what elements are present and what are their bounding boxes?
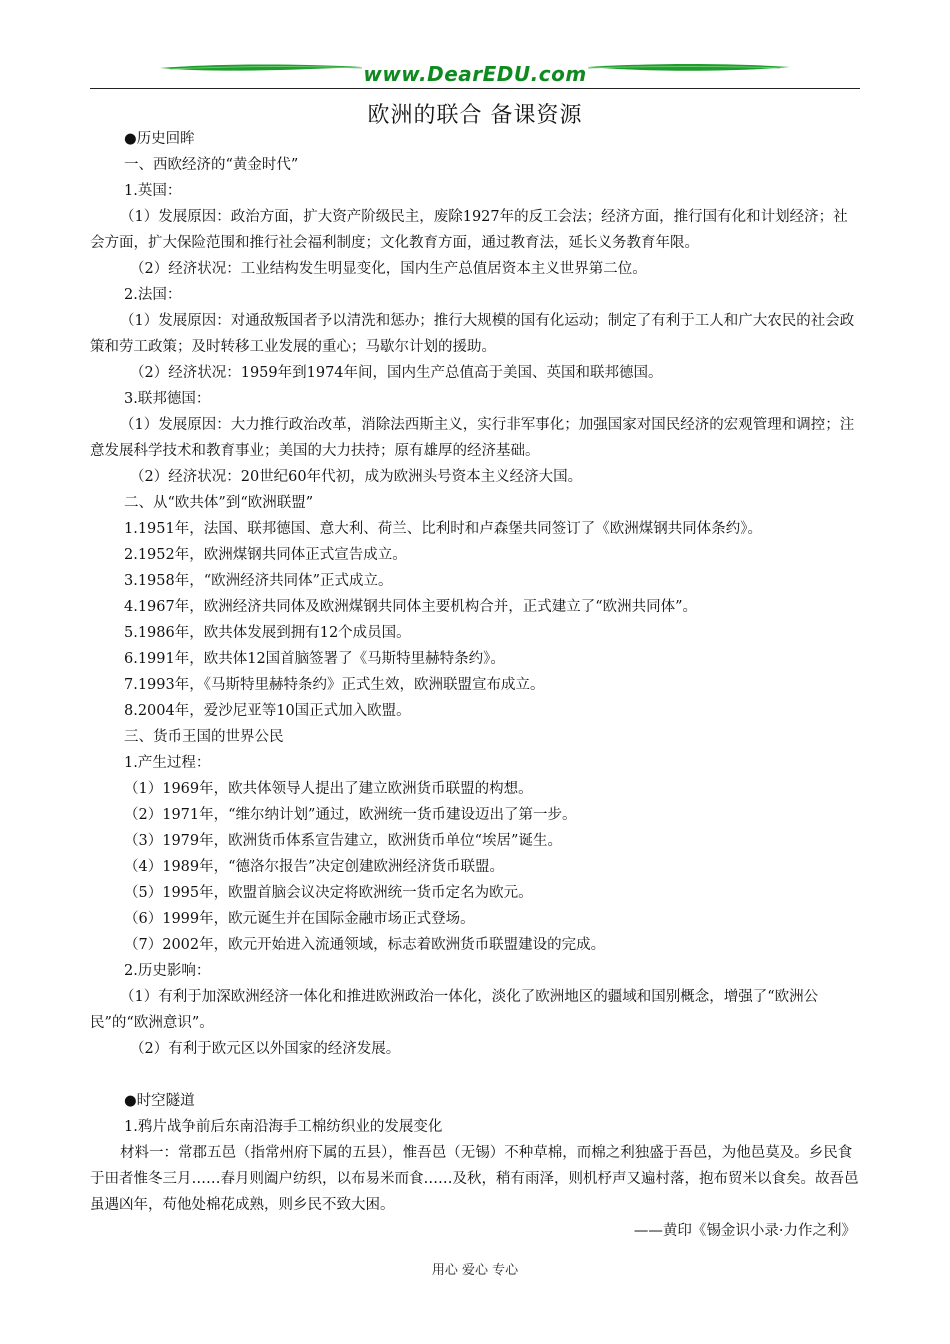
list-item: 4.1967年，欧洲经济共同体及欧洲煤钢共同体主要机构合并，正式建立了“欧洲共同体”。 — [124, 599, 698, 615]
list-item: 8.2004年，爱沙尼亚等10国正式加入欧盟。 — [124, 703, 411, 719]
page-title: 欧洲的联合 备课资源 — [367, 103, 583, 128]
material-source: ——黄印《锡金识小录·力作之利》 — [633, 1223, 856, 1239]
list-item: （5）1995年，欧盟首脑会议决定将欧洲统一货币定名为欧元。 — [124, 885, 533, 901]
section-heading-time-tunnel: ●时空隧道 — [124, 1093, 195, 1109]
france-reasons: （1）发展原因：对通敌叛国者予以清洗和惩办；推行大规模的国有化运动；制定了有利于工人和广大农民的社会政策和劳工政策；及时转移工业发展的重心；马歇尔计划的援助。 — [90, 313, 855, 355]
header-divider — [90, 88, 860, 89]
list-item: （3）1979年，欧洲货币体系宣告建立，欧洲货币单位“埃居”诞生。 — [124, 833, 562, 849]
site-url-logo[interactable]: www.DearEDU.com — [363, 62, 587, 86]
uk-reasons: （1）发展原因：政治方面，扩大资产阶级民主，废除1927年的反工会法；经济方面，推行国有化和计划经济；社会方面，扩大保险范围和推行社会福利制度；文化教育方面，通过教育法，延长义务教育年限。 — [90, 209, 848, 251]
germany-status: （2）经济状况：20世纪60年代初，成为欧洲头号资本主义经济大国。 — [130, 469, 583, 485]
document-body — [90, 126, 862, 1244]
impact-1: （1）有利于加深欧洲经济一体化和推进欧洲政治一体化，淡化了欧洲地区的疆域和国别概念，增强了“欧洲公民”的“欧洲意识”。 — [90, 989, 819, 1031]
list-item: 7.1993年，《马斯特里赫特条约》正式生效，欧洲联盟宣布成立。 — [124, 677, 545, 693]
uk-status: （2）经济状况：工业结构发生明显变化，国内生产总值居资本主义世界第二位。 — [130, 261, 647, 277]
list-item: （1）1969年，欧共体领导人提出了建立欧洲货币联盟的构想。 — [124, 781, 533, 797]
germany-label: 3.联邦德国： — [124, 391, 211, 407]
list-item: （4）1989年，“德洛尔报告”决定创建欧洲经济货币联盟。 — [124, 859, 504, 875]
page-footer: 用心 爱心 专心 — [431, 1263, 519, 1278]
impact-label: 2.历史影响： — [124, 963, 211, 979]
list-item: （6）1999年，欧元诞生并在国际金融市场正式登场。 — [124, 911, 475, 927]
france-status: （2）经济状况：1959年到1974年间，国内生产总值高于美国、英国和联邦德国。 — [130, 365, 663, 381]
list-item: 6.1991年，欧共体12国首脑签署了《马斯特里赫特条约》。 — [124, 651, 505, 667]
impact-2: （2）有利于欧元区以外国家的经济发展。 — [130, 1041, 401, 1057]
subsection-golden-age: 一、西欧经济的“黄金时代” — [124, 157, 299, 173]
list-item: （2）1971年，“维尔纳计划”通过，欧洲统一货币建设迈出了第一步。 — [124, 807, 577, 823]
list-item: 3.1958年，“欧洲经济共同体”正式成立。 — [124, 573, 393, 589]
process-label: 1.产生过程： — [124, 755, 211, 771]
subsection-currency: 三、货币王国的世界公民 — [124, 729, 284, 745]
list-item: （7）2002年，欧元开始进入流通领域，标志着欧洲货币联盟建设的完成。 — [124, 937, 606, 953]
subsection-ec-to-eu: 二、从“欧共体”到“欧洲联盟” — [124, 495, 314, 511]
time-tunnel-item-1: 1.鸦片战争前后东南沿海手工棉纺织业的发展变化 — [124, 1119, 443, 1135]
list-item: 5.1986年，欧共体发展到拥有12个成员国。 — [124, 625, 411, 641]
list-item: 1.1951年，法国、联邦德国、意大利、荷兰、比利时和卢森堡共同签订了《欧洲煤钢共同体条约》。 — [124, 521, 762, 537]
site-header — [90, 58, 860, 92]
spacer — [90, 1062, 862, 1088]
uk-label: 1.英国： — [124, 183, 182, 199]
section-heading-history: ●历史回眸 — [124, 131, 195, 147]
list-item: 2.1952年，欧洲煤钢共同体正式宣告成立。 — [124, 547, 407, 563]
material-one: 材料一：常郡五邑（指常州府下属的五县），惟吾邑（无锡）不种草棉，而棉之利独盛于吾邑，为他邑莫及。乡民食于田者惟冬三月……春月则阖户纺织，以布易米而食……及秋，稍有雨泽，则机杼声又遍村落，抱布贸米以食矣。故吾邑虽遇凶年，苟他处棉花成熟，则乡民不致大困。 — [90, 1145, 859, 1213]
france-label: 2.法国： — [124, 287, 182, 303]
germany-reasons: （1）发展原因：大力推行政治改革，消除法西斯主义，实行非军事化；加强国家对国民经济的宏观管理和调控；注意发展科学技术和教育事业；美国的大力扶持；原有雄厚的经济基础。 — [90, 417, 855, 459]
